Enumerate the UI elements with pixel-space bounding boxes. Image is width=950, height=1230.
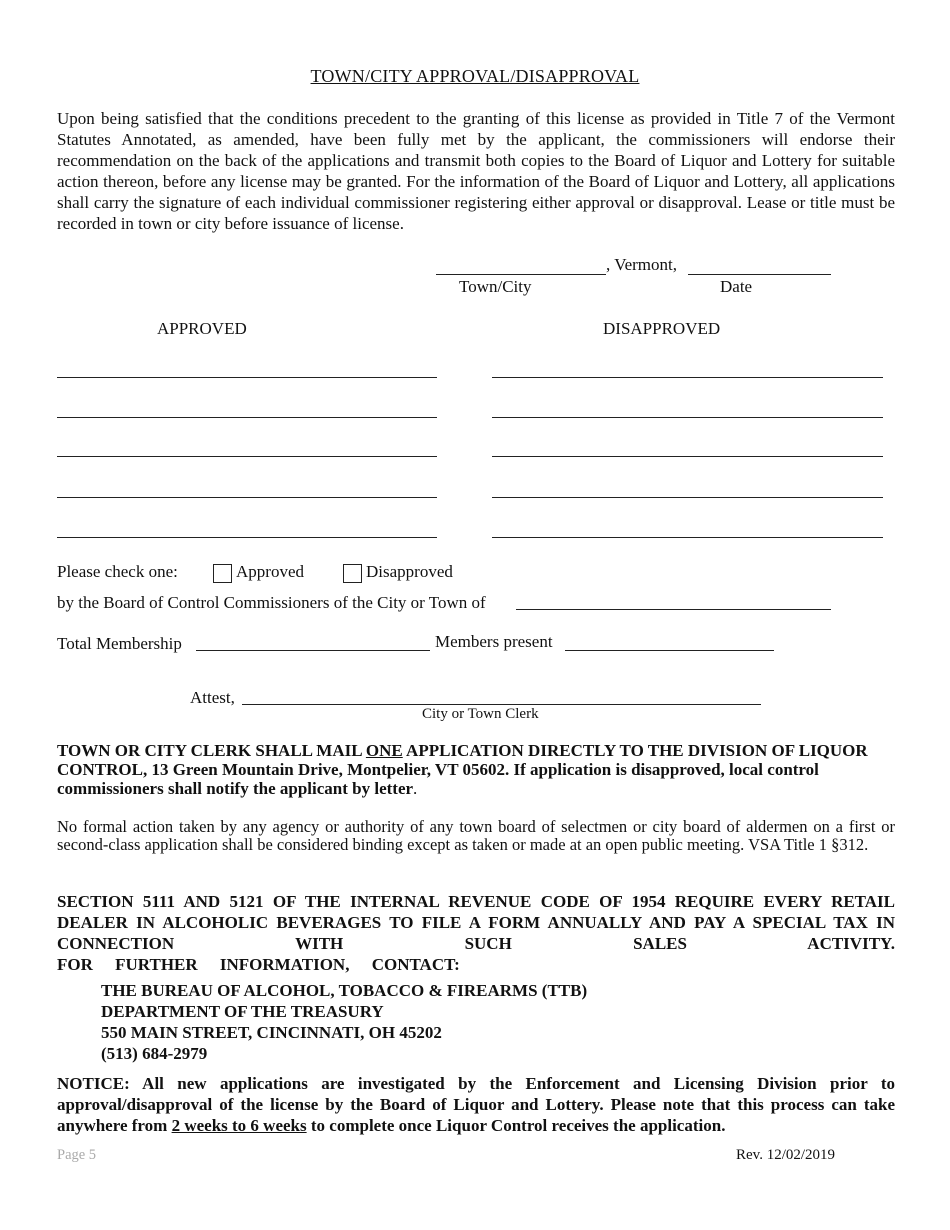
vermont-label: , Vermont, <box>606 255 677 274</box>
date-field[interactable] <box>688 274 831 275</box>
approved-heading: APPROVED <box>157 319 247 338</box>
town-city-caption: Town/City <box>459 277 532 296</box>
city-town-field[interactable] <box>516 609 831 610</box>
processing-notice <box>57 1073 895 1136</box>
page-number: Page 5 <box>57 1147 97 1163</box>
approved-signature-line-2[interactable] <box>57 417 437 418</box>
date-caption: Date <box>720 277 753 296</box>
irs-section-contact-line: FOR FURTHER INFORMATION, CONTACT: <box>57 955 460 974</box>
approved-signature-line-4[interactable] <box>57 497 437 498</box>
clerk-mail-notice <box>57 741 895 798</box>
total-membership-field[interactable] <box>196 650 430 651</box>
members-present-label: Members present <box>435 632 553 651</box>
disapproved-signature-line-4[interactable] <box>492 497 883 498</box>
approved-signature-line-5[interactable] <box>57 537 437 538</box>
approved-signature-line-3[interactable] <box>57 456 437 457</box>
approved-checkbox-label: Approved <box>236 562 304 581</box>
members-present-field[interactable] <box>565 650 774 651</box>
irs-section-notice <box>57 891 895 975</box>
disapproved-checkbox-label: Disapproved <box>366 562 453 581</box>
clerk-notice-one: ONE <box>365 741 403 760</box>
total-membership-label: Total Membership <box>57 634 182 653</box>
disapproved-checkbox[interactable] <box>343 564 362 583</box>
formal-action-paragraph: No formal action taken by any agency or authority of any town board of selectmen or city board of aldermen on a first or second-class application shall be considered binding except as taken or made at an open public meeting. VSA Title 1 §312. <box>57 817 895 854</box>
clerk-notice-period: . <box>413 779 418 798</box>
contact-line-1: THE BUREAU OF ALCOHOL, TOBACCO & FIREARMS (TTB) <box>101 981 588 1000</box>
disapproved-heading: DISAPPROVED <box>603 319 721 338</box>
ttb-contact-address <box>101 980 587 1064</box>
attest-label: Attest, <box>190 688 235 707</box>
contact-line-2: DEPARTMENT OF THE TREASURY <box>101 1002 384 1021</box>
notice-text-2: to complete once Liquor Control receives the application. <box>306 1116 726 1135</box>
approved-signature-line-1[interactable] <box>57 377 437 378</box>
disapproved-signature-line-3[interactable] <box>492 456 883 457</box>
clerk-notice-text-1: TOWN OR CITY CLERK SHALL MAIL <box>57 741 366 760</box>
clerk-notice-text-2: APPLICATION DIRECTLY TO THE DIVISION OF LIQUOR CONTROL, 13 Green Mountain Drive, Montpelier, VT 05602. If application is disapproved, local control commissioners shall notify the applicant by letter <box>57 741 868 798</box>
page-title: TOWN/CITY APPROVAL/DISAPPROVAL <box>310 66 640 86</box>
board-line-label: by the Board of Control Commissioners of the City or Town of <box>57 593 486 612</box>
attest-signature-field[interactable] <box>242 704 761 705</box>
contact-phone: (513) 684-2979 <box>101 1044 208 1063</box>
attest-caption: City or Town Clerk <box>422 706 539 722</box>
contact-line-3: 550 MAIN STREET, CINCINNATI, OH 45202 <box>101 1023 442 1042</box>
disapproved-signature-line-5[interactable] <box>492 537 883 538</box>
approved-checkbox[interactable] <box>213 564 232 583</box>
intro-paragraph: Upon being satisfied that the conditions precedent to the granting of this license as provided in Title 7 of the Vermont Statutes Annotated, as amended, have been fully met by the applicant, the commissioners will endorse their recommendation on the back of the applications and transmit both copies to the Board of Liquor and Lottery for suitable action thereon, before any license may be granted. For the information of the Board of Liquor and Lottery, all applications shall carry the signature of each individual commissioner registering either approval or disapproval. Lease or title must be recorded in town or city before issuance of license. <box>57 109 895 233</box>
notice-label: NOTICE: <box>57 1074 130 1093</box>
check-prompt: Please check one: <box>57 562 178 581</box>
town-city-field[interactable] <box>436 274 606 275</box>
disapproved-signature-line-1[interactable] <box>492 377 883 378</box>
notice-duration: 2 weeks to 6 weeks <box>171 1116 307 1135</box>
notice-text-1: All new applications are investigated by the Enforcement and Licensing Division prior to approval/disapproval of the license by the Board of Liquor and Lottery. Please note that this process can take anywhere from <box>57 1074 895 1135</box>
disapproved-signature-line-2[interactable] <box>492 417 883 418</box>
irs-section-body: SECTION 5111 AND 5121 OF THE INTERNAL REVENUE CODE OF 1954 REQUIRE EVERY RETAIL DEALER IN ALCOHOLIC BEVERAGES TO FILE A FORM ANNUALLY AND PAY A SPECIAL TAX IN CONNECTION WITH SUCH SALES ACTIVITY. <box>57 892 895 953</box>
revision-date: Rev. 12/02/2019 <box>736 1147 836 1163</box>
